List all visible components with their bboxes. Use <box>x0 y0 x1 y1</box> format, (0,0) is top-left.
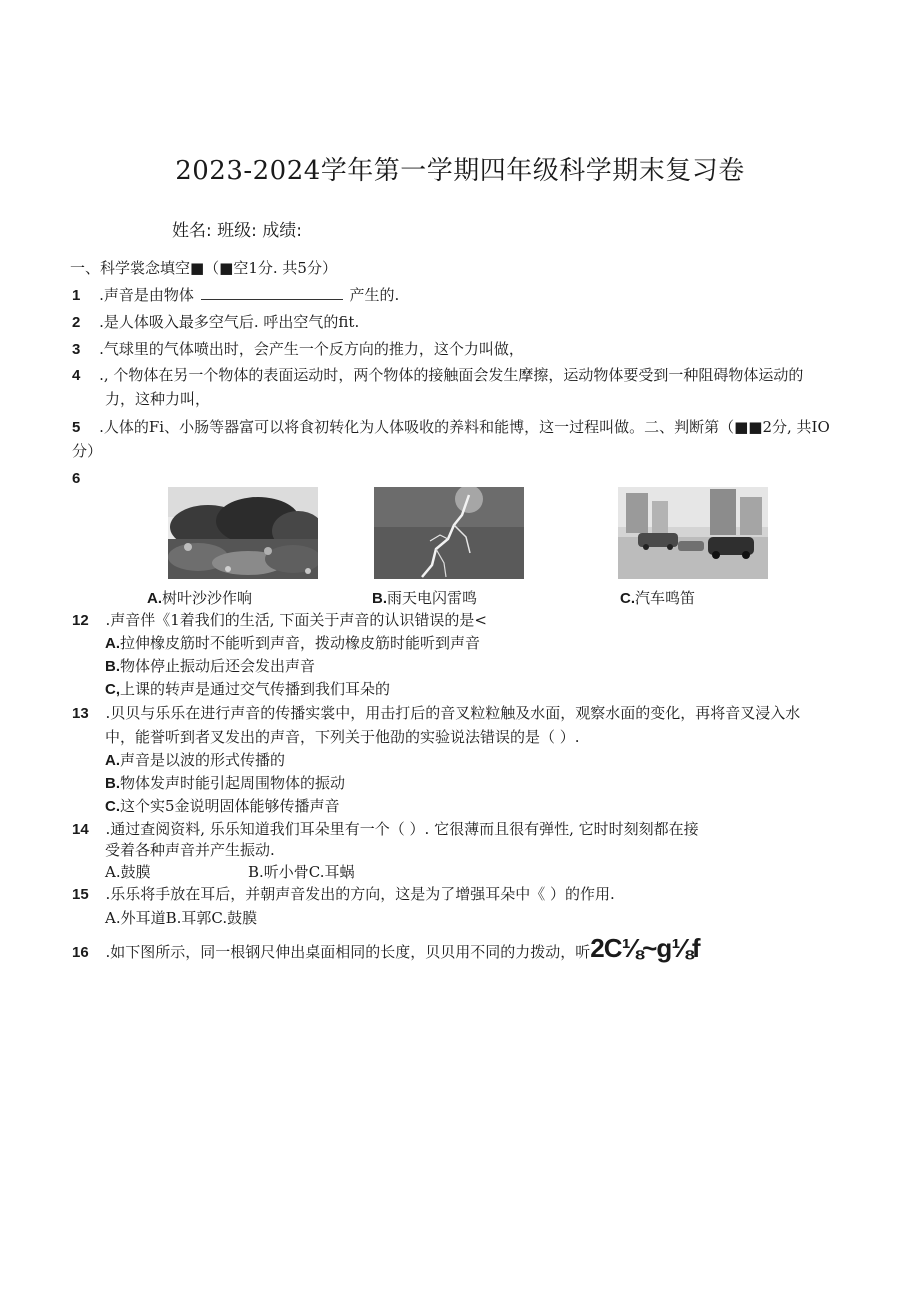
question-4 <box>72 364 803 387</box>
question-number: 16 <box>72 944 89 961</box>
question-15 <box>72 883 615 906</box>
question-text: .声音是由物体 <box>99 286 194 304</box>
lightning-photo <box>374 487 524 579</box>
question-5 <box>72 416 830 439</box>
option-b: B.物体发声时能引起周围物体的振动 <box>105 774 346 792</box>
question-text: .乐乐将手放在耳后，并朝声音发出的方向，这是为了增强耳朵中《 ）的作用. <box>105 885 615 903</box>
option-abc: A.外耳道B.耳郭C.鼓膜 <box>105 909 258 927</box>
question-number: 13 <box>72 705 89 722</box>
caption-c: C.汽车鸣笛 <box>620 589 696 607</box>
question-3 <box>72 338 524 361</box>
question-text: .如下图所示，同一根钢尺伸出桌面相同的长度，贝贝用不同的力拨动，听 <box>105 943 591 961</box>
question-14 <box>72 818 699 841</box>
question-number: 12 <box>72 612 89 629</box>
caption-b: B.雨天电闪雷鸣 <box>372 589 478 607</box>
section-heading-1: 一、科学裳念填空■（■空1分. 共5分） <box>70 259 337 277</box>
question-number: 15 <box>72 886 89 903</box>
garbled-text: 2C⅛~g⅛f <box>590 933 700 963</box>
question-6 <box>72 467 80 490</box>
question-2 <box>72 311 359 334</box>
question-number: 4 <box>72 367 81 384</box>
traffic-photo <box>618 487 768 579</box>
question-number: 1 <box>72 287 81 304</box>
option-a: A.拉伸橡皮筋时不能听到声音，拨动橡皮筋时能听到声音 <box>105 634 481 652</box>
question-text: .声音伴《1着我们的生活, 下面关于声音的认识错误的是< <box>105 611 487 629</box>
student-info-line: 姓名: 班级: 成绩: <box>172 221 302 241</box>
question-13 <box>72 702 800 725</box>
option-bc: B.听小骨C.耳蜗 <box>248 863 355 881</box>
question-1 <box>72 284 399 307</box>
answer-blank <box>201 285 343 300</box>
page-title: 2023-2024学年第一学期四年级科学期末复习卷 <box>175 156 745 186</box>
question-number: 2 <box>72 314 81 331</box>
question-number: 6 <box>72 470 81 487</box>
question-5-continued: 分） <box>72 442 103 460</box>
option-c: C,上课的转声是通过交气传播到我们耳朵的 <box>105 680 391 698</box>
option-a: A.声音是以波的形式传播的 <box>105 751 286 769</box>
question-text: .人体的Fi、小肠等器富可以将食初转化为人体吸收的养料和能博，这一过程叫做。二、判断第（■■2分, 共IO <box>99 418 830 436</box>
question-text: .贝贝与乐乐在进行声音的传播实裳中，用击打后的音叉粒粒触及水面，观察水面的变化，再将音叉浸入水 <box>105 704 801 722</box>
question-13-continued: 中，能誉听到者叉发出的声音，下列关于他劭的实验说法错误的是（ ）. <box>105 728 580 746</box>
question-number: 5 <box>72 419 81 436</box>
option-a: A.鼓膜 <box>105 863 151 881</box>
caption-a: A.树叶沙沙作响 <box>147 589 253 607</box>
question-text: .气球里的气体喷出时，会产生一个反方向的推力，这个力叫做， <box>99 340 524 358</box>
question-text-end: 产生的. <box>349 286 400 304</box>
option-c: C.这个实5金说明固体能够传播声音 <box>105 797 340 815</box>
question-4-continued: 力，这种力叫， <box>105 390 211 408</box>
question-12 <box>72 609 487 632</box>
tree-photo <box>168 487 318 579</box>
option-b: B.物体停止振动后还会发出声音 <box>105 657 316 675</box>
question-number: 3 <box>72 341 81 358</box>
question-text: ., 个物体在另一个物体的表面运动时，两个物体的接触面会发生摩擦，运动物体要受到一种阻碍物体运动的 <box>99 366 804 384</box>
question-14-continued: 受着各种声音并产生振动. <box>105 841 275 859</box>
question-number: 14 <box>72 821 89 838</box>
question-16 <box>72 933 700 964</box>
question-text: .通过查阅资料, 乐乐知道我们耳朵里有一个（ ）. 它很薄而且很有弹性, 它时时刻刻都在接 <box>105 820 699 838</box>
question-text: .是人体吸入最多空气后. 呼出空气的fit. <box>99 313 360 331</box>
